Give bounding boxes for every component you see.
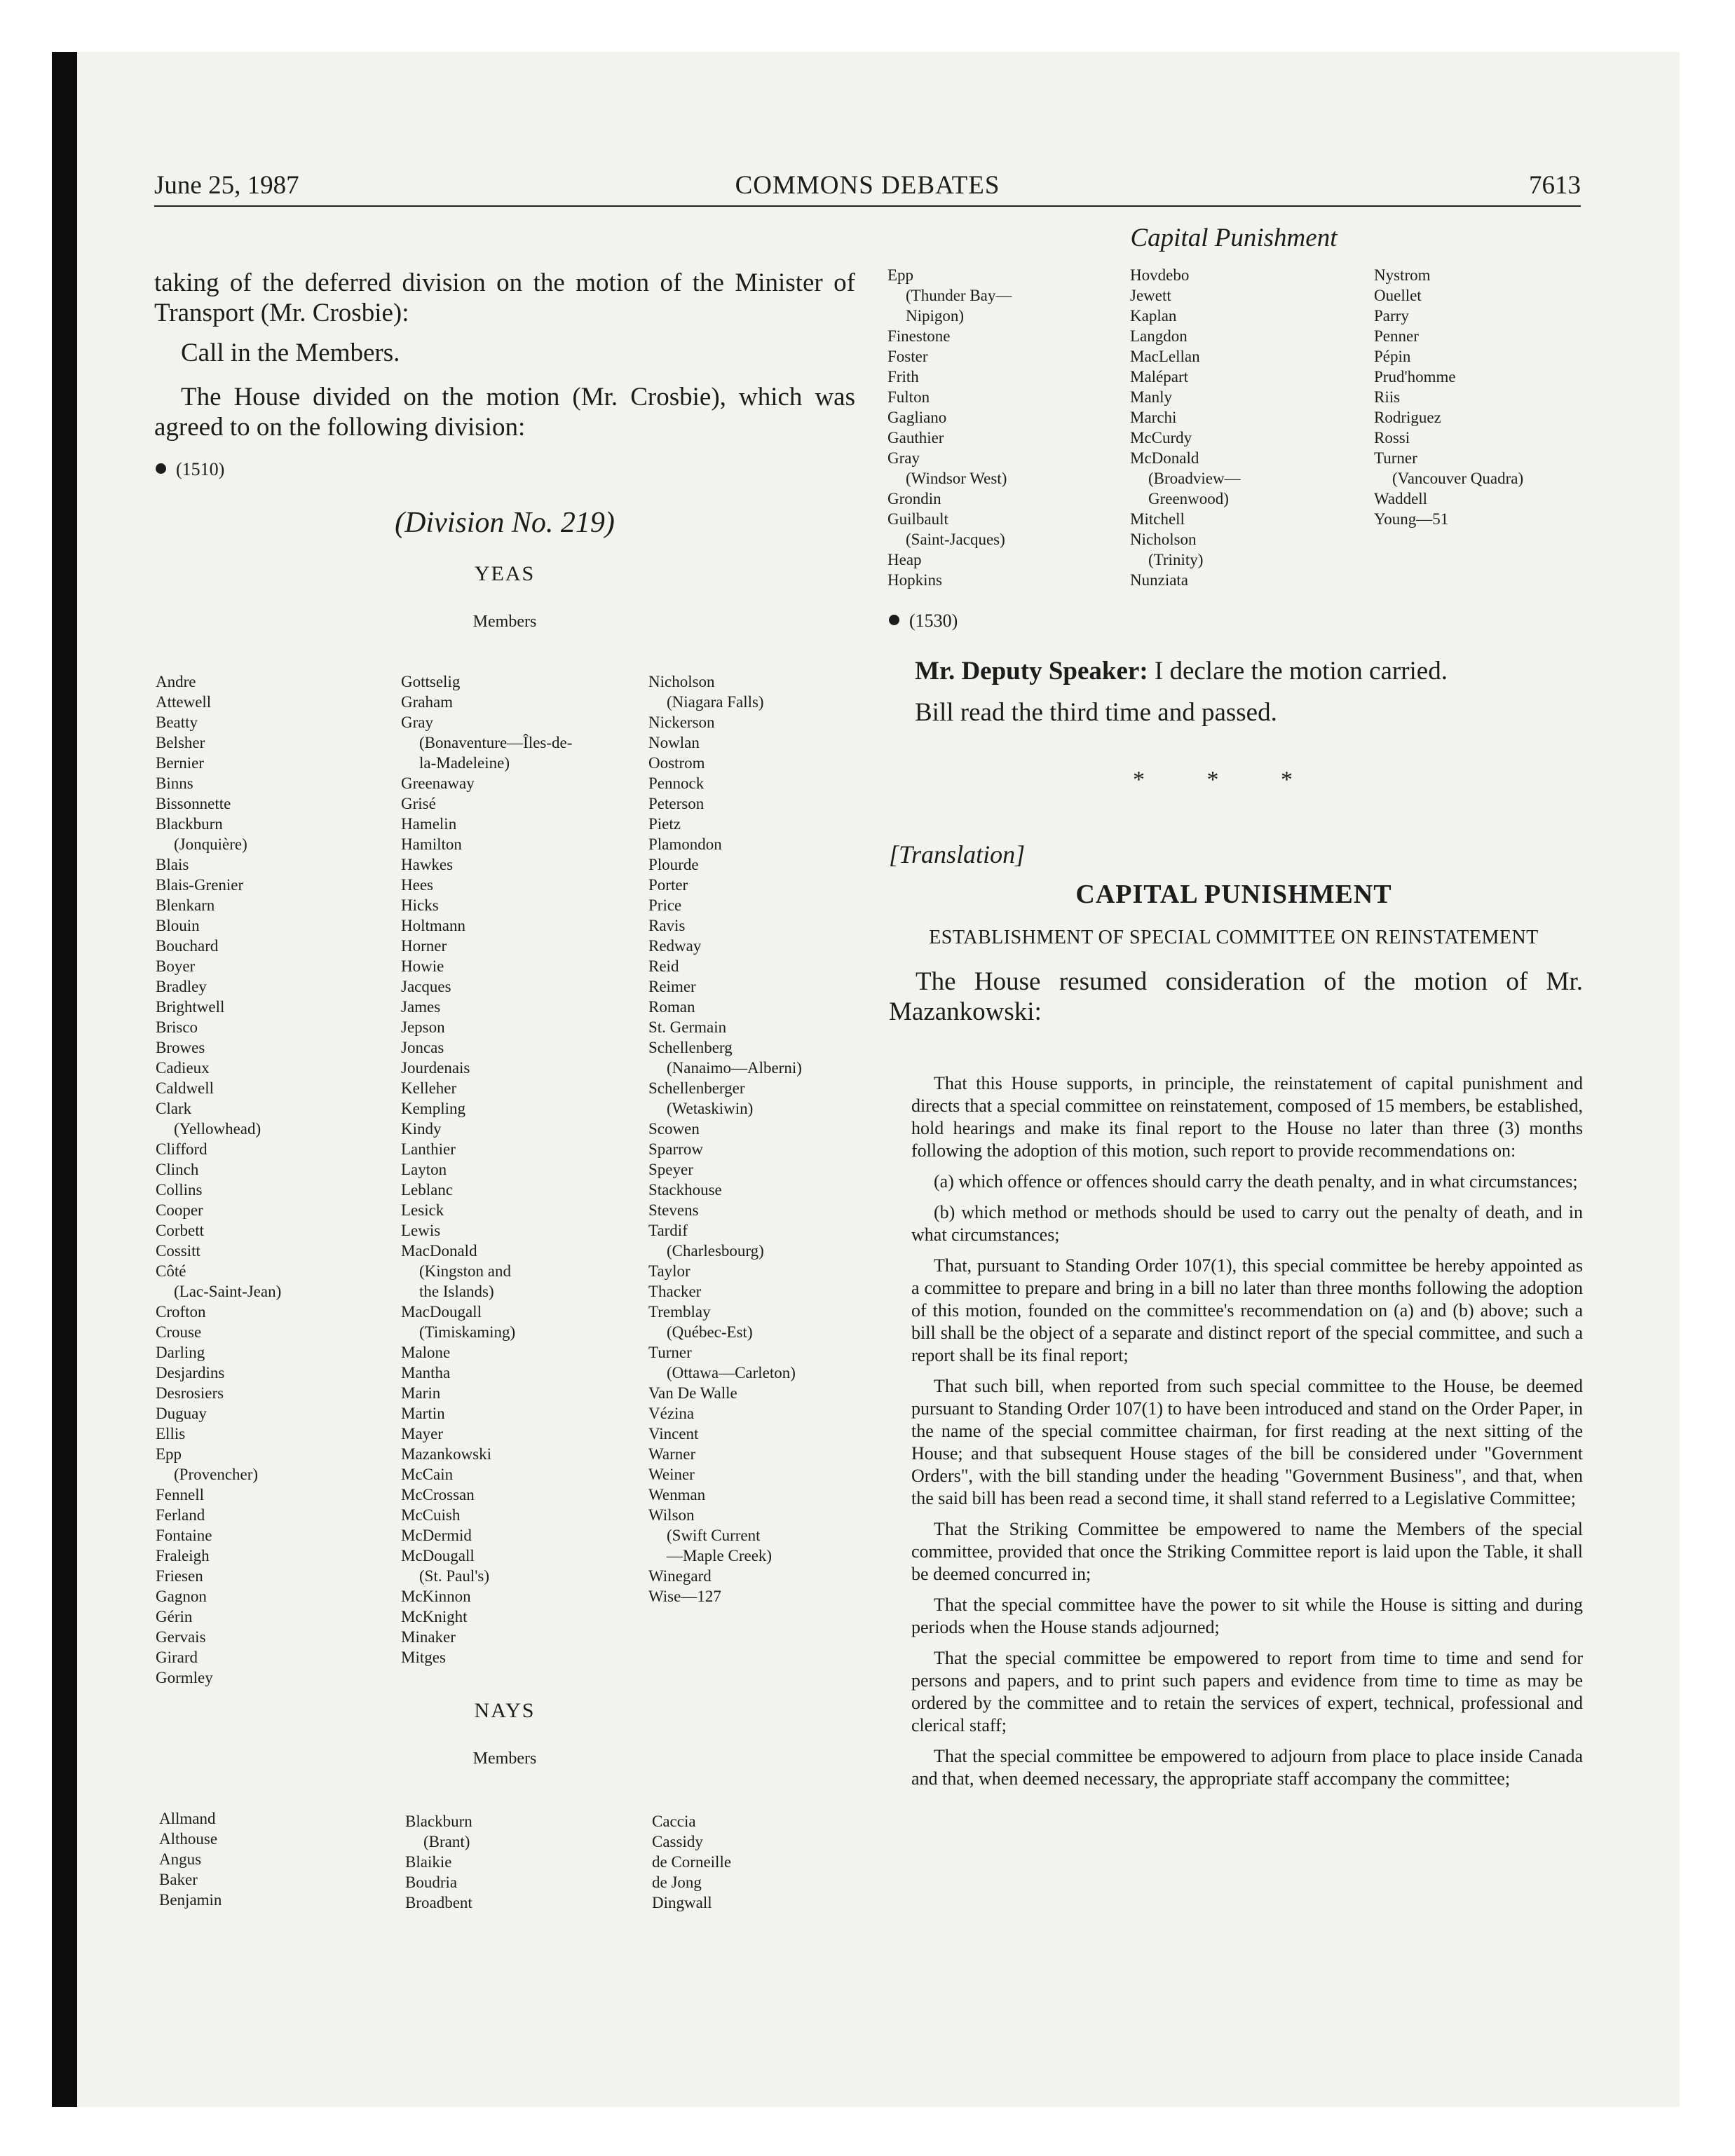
member-riding: la-Madeleine) xyxy=(419,754,510,772)
member-name: Marchi xyxy=(1130,409,1177,426)
member-name: Peterson xyxy=(648,795,705,812)
member-name: Wise—127 xyxy=(648,1588,721,1605)
member-name: Bouchard xyxy=(156,937,219,955)
member-name: Rossi xyxy=(1374,429,1410,446)
member-riding: (Broadview— xyxy=(1148,470,1241,487)
member-name: Clinch xyxy=(156,1161,199,1178)
member-name: Kaplan xyxy=(1130,307,1177,325)
member-name: Gray xyxy=(887,449,920,467)
member-name: MacLellan xyxy=(1130,348,1200,365)
member-name: Jourdenais xyxy=(401,1059,470,1077)
member-name: Brisco xyxy=(156,1018,198,1036)
member-name: Gervais xyxy=(156,1628,206,1646)
member-riding: (Swift Current xyxy=(667,1527,761,1544)
member-name: Blais xyxy=(156,856,189,873)
member-name: McCrossan xyxy=(401,1486,475,1503)
member-riding: (Bonaventure—Îles-de- xyxy=(419,734,573,751)
member-name: McDermid xyxy=(401,1527,472,1544)
member-riding: (Nanaimo—Alberni) xyxy=(667,1059,802,1077)
member-riding: (Jonquière) xyxy=(174,835,247,853)
member-name: Warner xyxy=(648,1445,696,1463)
member-riding: (Québec-Est) xyxy=(667,1323,753,1341)
member-name: Girard xyxy=(156,1649,198,1666)
member-name: McCurdy xyxy=(1130,429,1192,446)
member-name: Althouse xyxy=(159,1830,218,1848)
member-riding: (Provencher) xyxy=(174,1466,259,1483)
section-title: CAPITAL PUNISHMENT xyxy=(1075,880,1392,909)
member-name: Cooper xyxy=(156,1201,203,1219)
member-name: Gray xyxy=(401,714,433,731)
member-riding: (Niagara Falls) xyxy=(667,693,764,711)
member-name: Winegard xyxy=(648,1567,712,1585)
member-name: Joncas xyxy=(401,1039,444,1056)
member-name: Prud'homme xyxy=(1374,368,1456,386)
member-name: Friesen xyxy=(156,1567,203,1585)
member-name: Thacker xyxy=(648,1283,702,1300)
member-name: Manly xyxy=(1130,388,1173,406)
member-name: Attewell xyxy=(156,693,212,711)
member-name: Taylor xyxy=(648,1262,690,1280)
member-name: Schellenberg xyxy=(648,1039,733,1056)
member-name: Benjamin xyxy=(159,1891,222,1909)
member-name: Crouse xyxy=(156,1323,202,1341)
member-name: Reimer xyxy=(648,978,696,995)
member-name: Epp xyxy=(887,266,914,284)
member-name: Boudria xyxy=(405,1874,458,1891)
yeas-column-2 xyxy=(401,671,572,1667)
member-name: Guilbault xyxy=(887,510,948,528)
member-name: Graham xyxy=(401,693,454,711)
speaker-statement xyxy=(915,651,1581,692)
member-name: Belsher xyxy=(156,734,205,751)
member-name: Parry xyxy=(1374,307,1409,325)
member-name: Kindy xyxy=(401,1120,442,1138)
member-name: Mantha xyxy=(401,1364,451,1381)
member-name: Holtmann xyxy=(401,917,465,934)
member-riding: Greenwood) xyxy=(1148,490,1229,507)
member-name: de Jong xyxy=(652,1874,702,1891)
member-name: Bradley xyxy=(156,978,207,995)
section-separator: * * * xyxy=(1133,767,1321,793)
translation-marker: [Translation] xyxy=(889,840,1026,868)
member-name: Brightwell xyxy=(156,998,225,1016)
member-name: Hawkes xyxy=(401,856,454,873)
speaker-text: I declare the motion carried. xyxy=(1154,657,1448,685)
motion-paragraph: That the special committee be empowered to adjourn from place to place inside Canada and that, when deemed necessary, the appropriate staff accompany the committee; xyxy=(911,1746,1583,1789)
member-name: Van De Walle xyxy=(648,1384,737,1402)
member-name: Vézina xyxy=(648,1405,695,1422)
member-name: Hopkins xyxy=(887,571,942,589)
member-name: Hees xyxy=(401,876,433,894)
member-name: Boyer xyxy=(156,957,196,975)
section-subtitle: ESTABLISHMENT OF SPECIAL COMMITTEE ON REINSTATEMENT xyxy=(929,927,1539,948)
division-title: (Division No. 219) xyxy=(395,507,615,539)
member-name: Nowlan xyxy=(648,734,700,751)
member-name: Pietz xyxy=(648,815,681,833)
member-name: Kelleher xyxy=(401,1079,457,1097)
member-name: Howie xyxy=(401,957,444,975)
member-name: Caccia xyxy=(652,1813,696,1830)
motion-paragraph: That such bill, when reported from such special committee to the House, be deemed pursuant to Standing Order 107(1) to have been introduced and stand on the Order Paper, in the name of the special committee chairman, for first reading at the next sitting of the House; and that subsequent House stages of the bill be considered under "Government Orders", with the bill standing under the heading "Government Business", and that, when the said bill has been read a second time, it shall stand referred to a Legislative Committee; xyxy=(911,1376,1583,1508)
member-name: Sparrow xyxy=(648,1140,703,1158)
member-name: Desjardins xyxy=(156,1364,225,1381)
call-members-paragraph: Call in the Members. xyxy=(181,339,400,367)
member-name: James xyxy=(401,998,441,1016)
member-name: Desrosiers xyxy=(156,1384,224,1402)
member-name: Young—51 xyxy=(1374,510,1449,528)
member-name: Clark xyxy=(156,1100,192,1117)
member-name: Stevens xyxy=(648,1201,699,1219)
member-name: Ravis xyxy=(648,917,686,934)
member-name: Blouin xyxy=(156,917,200,934)
member-name: Horner xyxy=(401,937,447,955)
resumed-consideration: The House resumed consideration of the motion of Mr. Mazankowski: xyxy=(889,967,1583,1026)
yeas-heading: YEAS xyxy=(474,562,536,585)
nays-heading: NAYS xyxy=(474,1699,536,1722)
yeas-column-3 xyxy=(648,671,802,1606)
member-name: Redway xyxy=(648,937,702,955)
nays-members-heading: Members xyxy=(472,1749,537,1768)
member-name: Jacques xyxy=(401,978,451,995)
time-marker-text: (1510) xyxy=(176,459,225,479)
member-name: Bernier xyxy=(156,754,204,772)
member-name: Gottselig xyxy=(401,673,461,690)
bullet-icon xyxy=(889,615,899,625)
member-name: Gauthier xyxy=(887,429,944,446)
time-marker xyxy=(156,459,224,480)
member-name: Waddell xyxy=(1374,490,1428,507)
member-name: Binns xyxy=(156,775,193,792)
member-name: Minaker xyxy=(401,1628,456,1646)
member-riding: (Yellowhead) xyxy=(174,1120,261,1138)
house-divided-paragraph: The House divided on the motion (Mr. Crosbie), which was agreed to on the following division: xyxy=(154,383,855,442)
member-name: Baker xyxy=(159,1871,198,1888)
member-name: Nicholson xyxy=(648,673,715,690)
member-name: McKinnon xyxy=(401,1588,471,1605)
member-name: Gormley xyxy=(156,1669,213,1686)
member-name: McCuish xyxy=(401,1506,461,1524)
member-name: Lewis xyxy=(401,1222,441,1239)
topic-heading: Capital Punishment xyxy=(1130,224,1338,252)
member-name: MacDonald xyxy=(401,1242,477,1260)
member-name: Penner xyxy=(1374,327,1419,345)
member-name: Andre xyxy=(156,673,196,690)
member-name: Clifford xyxy=(156,1140,207,1158)
member-name: McKnight xyxy=(401,1608,468,1625)
member-name: Hamelin xyxy=(401,815,457,833)
member-riding: (Saint-Jacques) xyxy=(906,531,1005,548)
member-name: Marin xyxy=(401,1384,441,1402)
member-name: Blackburn xyxy=(156,815,223,833)
member-name: Pépin xyxy=(1374,348,1411,365)
member-name: Kempling xyxy=(401,1100,465,1117)
member-name: Bissonnette xyxy=(156,795,231,812)
motion-paragraph: That the special committee have the power to sit while the House is sitting and during periods when the House stands adjourned; xyxy=(911,1595,1583,1637)
member-name: Mayer xyxy=(401,1425,444,1442)
member-name: Turner xyxy=(648,1344,692,1361)
motion-paragraph: That this House supports, in principle, the reinstatement of capital punishment and directs that a special committee on reinstatement, composed of 15 members, be established, hold hearings and make its final report to the House no later than three (3) months following the adoption of this motion, such report to provide recommendations on: xyxy=(911,1073,1583,1161)
member-name: Duguay xyxy=(156,1405,207,1422)
member-name: Stackhouse xyxy=(648,1181,722,1199)
member-name: Plourde xyxy=(648,856,699,873)
member-name: Hamilton xyxy=(401,835,462,853)
member-riding: (Windsor West) xyxy=(906,470,1007,487)
member-name: Speyer xyxy=(648,1161,693,1178)
member-name: Nickerson xyxy=(648,714,715,731)
member-name: Weiner xyxy=(648,1466,695,1483)
member-name: Roman xyxy=(648,998,695,1016)
member-name: Gérin xyxy=(156,1608,193,1625)
member-name: Blackburn xyxy=(405,1813,472,1830)
member-name: Porter xyxy=(648,876,688,894)
intro-paragraph: taking of the deferred division on the motion of the Minister of Transport (Mr. Crosbie): xyxy=(154,268,855,327)
member-name: Layton xyxy=(401,1161,447,1178)
nays-continued-column-3 xyxy=(1374,265,1523,529)
member-riding: (Lac-Saint-Jean) xyxy=(174,1283,282,1300)
member-name: Tardif xyxy=(648,1222,688,1239)
member-name: Broadbent xyxy=(405,1894,472,1911)
member-name: Dingwall xyxy=(652,1894,712,1911)
member-riding: —Maple Creek) xyxy=(667,1547,773,1564)
member-name: Greenaway xyxy=(401,775,475,792)
member-name: Lesick xyxy=(401,1201,444,1219)
member-name: Caldwell xyxy=(156,1079,215,1097)
member-name: Price xyxy=(648,896,682,914)
member-name: McDonald xyxy=(1130,449,1199,467)
nays-column-1 xyxy=(159,1808,222,1910)
bill-read-statement: Bill read the third time and passed. xyxy=(915,698,1277,727)
member-name: Mitchell xyxy=(1130,510,1185,528)
member-name: MacDougall xyxy=(401,1303,482,1321)
member-name: Grisé xyxy=(401,795,436,812)
member-name: Fontaine xyxy=(156,1527,212,1544)
nays-continued-column-2 xyxy=(1130,265,1241,590)
member-riding: (Vancouver Quadra) xyxy=(1392,470,1524,487)
member-name: Cassidy xyxy=(652,1833,703,1850)
member-name: Darling xyxy=(156,1344,205,1361)
header-date: June 25, 1987 xyxy=(154,171,299,200)
member-name: Blaikie xyxy=(405,1853,452,1871)
member-name: Cadieux xyxy=(156,1059,210,1077)
binding-edge xyxy=(52,52,77,2107)
member-name: Vincent xyxy=(648,1425,699,1442)
motion-paragraph: That the Striking Committee be empowered to name the Members of the special committee, provided that once the Striking Committee report is laid upon the Table, it shall be deemed concurred in; xyxy=(911,1519,1583,1584)
member-name: Malépart xyxy=(1130,368,1189,386)
member-riding: the Islands) xyxy=(419,1283,494,1300)
member-name: Fulton xyxy=(887,388,930,406)
member-name: Hovdebo xyxy=(1130,266,1190,284)
member-name: Finestone xyxy=(887,327,951,345)
member-riding: (Trinity) xyxy=(1148,551,1204,568)
member-name: Nicholson xyxy=(1130,531,1197,548)
member-riding: (Kingston and xyxy=(419,1262,511,1280)
member-name: Malone xyxy=(401,1344,451,1361)
member-name: Wenman xyxy=(648,1486,706,1503)
motion-paragraph: (b) which method or methods should be used to carry out the penalty of death, and in what circumstances; xyxy=(911,1202,1583,1245)
time-marker-2-text: (1530) xyxy=(909,610,958,631)
member-riding: (Charlesbourg) xyxy=(667,1242,764,1260)
running-header xyxy=(154,170,1581,207)
member-name: McDougall xyxy=(401,1547,475,1564)
member-riding: (St. Paul's) xyxy=(419,1567,489,1585)
member-riding: (Timiskaming) xyxy=(419,1323,516,1341)
member-name: Fennell xyxy=(156,1486,204,1503)
member-name: Ouellet xyxy=(1374,287,1422,304)
member-name: Fraleigh xyxy=(156,1547,210,1564)
member-name: Gagliano xyxy=(887,409,947,426)
member-name: Heap xyxy=(887,551,922,568)
nays-continued-column-1 xyxy=(887,265,1012,590)
member-name: Jewett xyxy=(1130,287,1171,304)
member-name: Wilson xyxy=(648,1506,695,1524)
yeas-column-1 xyxy=(156,671,281,1688)
member-name: Epp xyxy=(156,1445,182,1463)
member-name: Pennock xyxy=(648,775,705,792)
speaker-name: Mr. Deputy Speaker: xyxy=(915,657,1148,685)
member-name: Angus xyxy=(159,1850,202,1868)
bullet-icon xyxy=(156,463,166,474)
header-page-number: 7613 xyxy=(1529,171,1581,200)
member-name: Tremblay xyxy=(648,1303,711,1321)
member-name: Ferland xyxy=(156,1506,205,1524)
member-name: Scowen xyxy=(648,1120,700,1138)
motion-paragraph: (a) which offence or offences should carry the death penalty, and in what circumstances; xyxy=(934,1171,1578,1192)
motion-paragraph: That the special committee be empowered to report from time to time and send for persons and papers, and to print such papers and evidence from time to time as may be ordered by the committee and to retain the services of expert, technical, professional and clerical staff; xyxy=(911,1648,1583,1735)
yeas-members-heading: Members xyxy=(472,613,537,631)
member-name: Gagnon xyxy=(156,1588,207,1605)
member-name: Côté xyxy=(156,1262,186,1280)
nays-column-2 xyxy=(405,1811,472,1913)
member-name: Foster xyxy=(887,348,928,365)
member-riding: Nipigon) xyxy=(906,307,965,325)
member-name: Hicks xyxy=(401,896,439,914)
member-name: Browes xyxy=(156,1039,205,1056)
time-marker-2 xyxy=(889,610,958,632)
member-name: Riis xyxy=(1374,388,1401,406)
member-name: Corbett xyxy=(156,1222,204,1239)
header-publication: COMMONS DEBATES xyxy=(735,171,1000,200)
member-riding: (Thunder Bay— xyxy=(906,287,1012,304)
nays-column-3 xyxy=(652,1811,731,1913)
member-name: Blenkarn xyxy=(156,896,215,914)
member-name: Nystrom xyxy=(1374,266,1431,284)
member-riding: (Brant) xyxy=(423,1833,470,1850)
member-name: de Corneille xyxy=(652,1853,732,1871)
member-name: Turner xyxy=(1374,449,1417,467)
member-name: Mazankowski xyxy=(401,1445,492,1463)
member-name: Martin xyxy=(401,1405,445,1422)
member-name: Ellis xyxy=(156,1425,186,1442)
motion-paragraph: That, pursuant to Standing Order 107(1), this special committee be hereby appointed as a committee to prepare and bring in a bill no later than three months following the adoption of this motion, founded on the committee's recommendation on (a) and (b) above; such a bill shall be the object of a separate and distinct report of the special committee, and such a report shall be its final report; xyxy=(911,1255,1583,1365)
member-name: McCain xyxy=(401,1466,454,1483)
member-name: Blais-Grenier xyxy=(156,876,244,894)
member-name: Frith xyxy=(887,368,919,386)
motion-text xyxy=(911,1072,1583,1799)
member-name: Schellenberger xyxy=(648,1079,745,1097)
member-name: Beatty xyxy=(156,714,198,731)
member-name: Reid xyxy=(648,957,679,975)
member-name: Rodriguez xyxy=(1374,409,1441,426)
member-riding: (Ottawa—Carleton) xyxy=(667,1364,796,1381)
member-name: Allmand xyxy=(159,1810,216,1827)
member-name: Collins xyxy=(156,1181,203,1199)
member-name: Langdon xyxy=(1130,327,1188,345)
member-riding: (Wetaskiwin) xyxy=(667,1100,754,1117)
member-name: Plamondon xyxy=(648,835,722,853)
member-name: St. Germain xyxy=(648,1018,727,1036)
member-name: Cossitt xyxy=(156,1242,200,1260)
member-name: Oostrom xyxy=(648,754,705,772)
member-name: Crofton xyxy=(156,1303,206,1321)
member-name: Leblanc xyxy=(401,1181,454,1199)
member-name: Mitges xyxy=(401,1649,446,1666)
member-name: Lanthier xyxy=(401,1140,456,1158)
member-name: Jepson xyxy=(401,1018,445,1036)
member-name: Grondin xyxy=(887,490,941,507)
member-name: Nunziata xyxy=(1130,571,1189,589)
